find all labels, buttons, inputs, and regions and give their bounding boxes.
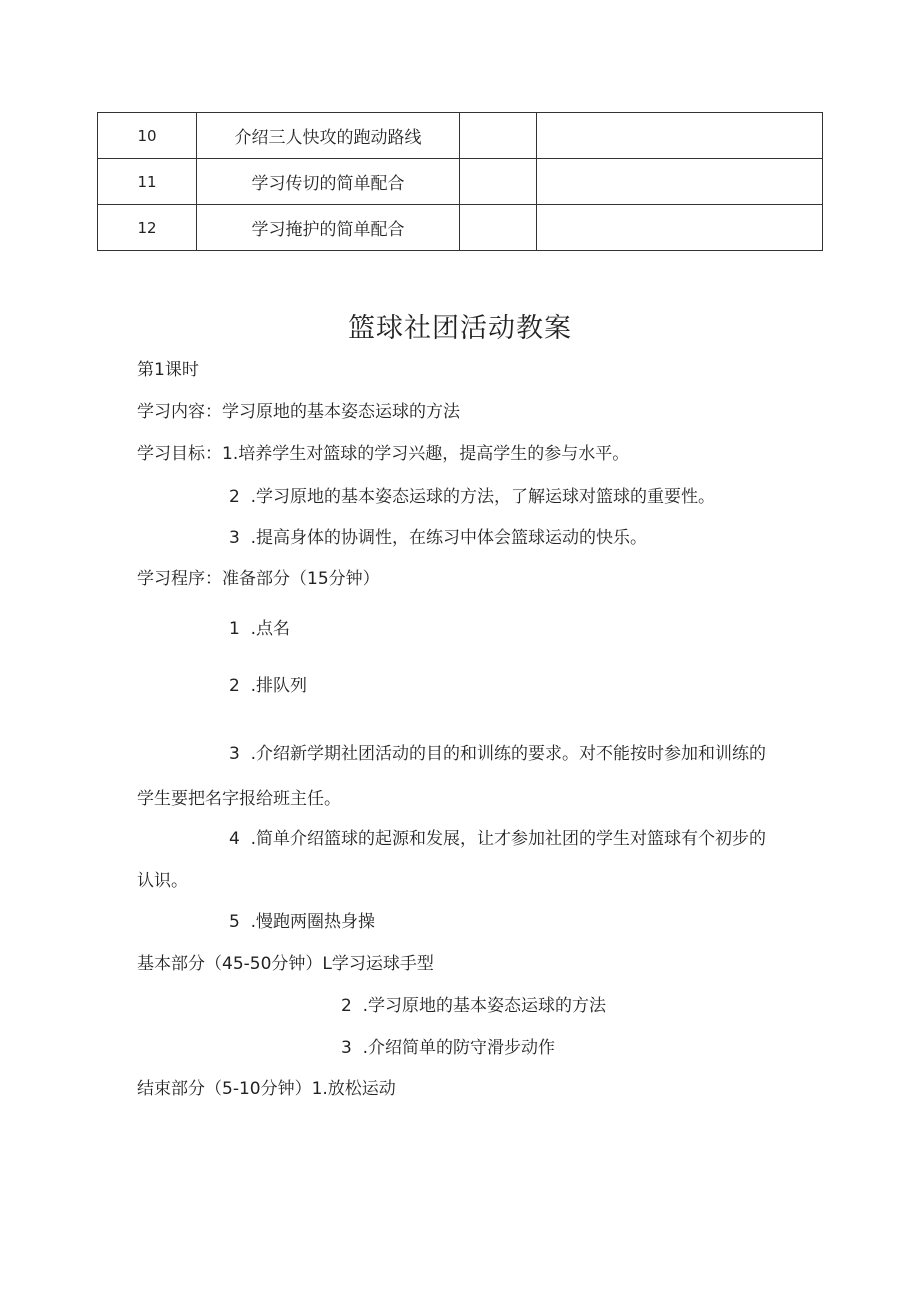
prep-step-4: 4 .简单介绍篮球的起源和发展，让才参加社团的学生对篮球有个初步的 bbox=[229, 829, 767, 849]
table-row bbox=[98, 159, 823, 205]
basic-step-3: 3 .介绍简单的防守滑步动作 bbox=[341, 1038, 556, 1058]
table-row bbox=[98, 205, 823, 251]
row-cell bbox=[537, 205, 823, 251]
prep-step-3: 3 .介绍新学期社团活动的目的和训练的要求。对不能按时参加和训练的 bbox=[229, 744, 767, 764]
prep-step-5: 5 .慢跑两圈热身操 bbox=[229, 912, 376, 932]
document-title: 篮球社团活动教案 bbox=[348, 313, 572, 344]
row-content: 学习掩护的简单配合 bbox=[197, 205, 460, 251]
row-content: 学习传切的简单配合 bbox=[197, 159, 460, 205]
row-cell bbox=[460, 159, 537, 205]
prep-step-4-cont: 认识。 bbox=[137, 871, 188, 891]
prep-step-2: 2 .排队列 bbox=[229, 676, 308, 696]
learning-goal-1: 学习目标：1.培养学生对篮球的学习兴趣，提高学生的参与水平。 bbox=[137, 444, 630, 464]
table-row bbox=[98, 113, 823, 159]
basic-step-2: 2 .学习原地的基本姿态运球的方法 bbox=[341, 996, 607, 1016]
lesson-number: 第1课时 bbox=[137, 360, 199, 380]
row-cell bbox=[460, 205, 537, 251]
row-cell bbox=[460, 113, 537, 159]
learning-content: 学习内容：学习原地的基本姿态运球的方法 bbox=[137, 402, 460, 422]
schedule-table bbox=[97, 112, 823, 251]
basic-part: 基本部分（45-50分钟）L学习运球手型 bbox=[137, 954, 434, 974]
row-content: 介绍三人快攻的跑动路线 bbox=[197, 113, 460, 159]
learning-goal-2: 2 .学习原地的基本姿态运球的方法，了解运球对篮球的重要性。 bbox=[229, 487, 716, 507]
prep-step-3-cont: 学生要把名字报给班主任。 bbox=[137, 789, 341, 809]
end-part: 结束部分（5-10分钟）1.放松运动 bbox=[137, 1079, 396, 1099]
row-number: 12 bbox=[98, 205, 197, 251]
row-number: 10 bbox=[98, 113, 197, 159]
row-cell bbox=[537, 159, 823, 205]
row-cell bbox=[537, 113, 823, 159]
learning-goal-3: 3 .提高身体的协调性，在练习中体会篮球运动的快乐。 bbox=[229, 528, 648, 548]
row-number: 11 bbox=[98, 159, 197, 205]
procedure-heading: 学习程序：准备部分（15分钟） bbox=[137, 569, 380, 589]
prep-step-1: 1 .点名 bbox=[229, 619, 291, 639]
